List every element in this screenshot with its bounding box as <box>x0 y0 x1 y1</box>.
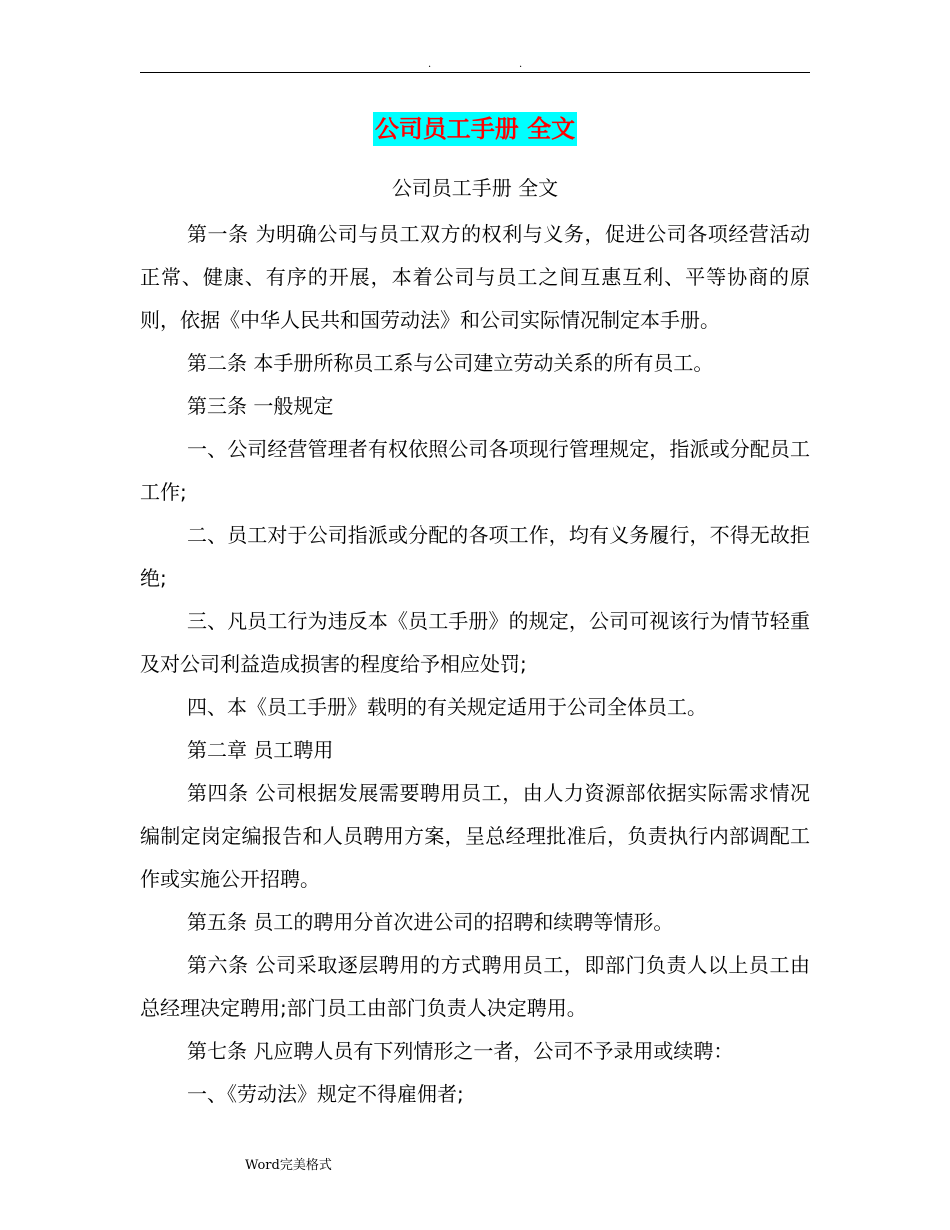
paragraph-rule-1: 一、公司经营管理者有权依照公司各项现行管理规定，指派或分配员工工作; <box>140 437 810 504</box>
header-rule <box>140 72 810 73</box>
header-dot-left: . <box>428 59 432 70</box>
paragraph-article-5: 第五条 员工的聘用分首次进公司的招聘和续聘等情形。 <box>187 910 674 934</box>
page-footer: Word完美格式 <box>245 1158 332 1173</box>
document-title: 公司员工手册 全文 <box>373 112 577 146</box>
document-body <box>140 213 810 1116</box>
paragraph-rule-3: 三、凡员工行为违反本《员工手册》的规定，公司可视该行为情节轻重及对公司利益造成损害的程度给予相应处罚; <box>140 609 810 676</box>
paragraph-article-7-item-1: 一、《劳动法》规定不得雇佣者; <box>187 1082 464 1106</box>
header-dot-right: . <box>519 59 523 70</box>
page-header <box>140 58 810 72</box>
document-subtitle: 公司员工手册 全文 <box>391 176 559 200</box>
title-container <box>140 112 810 146</box>
paragraph-article-4: 第四条 公司根据发展需要聘用员工，由人力资源部依据实际需求情况编制定岗定编报告和人员聘用方案，呈总经理批准后，负责执行内部调配工作或实施公开招聘。 <box>140 781 810 891</box>
chapter-heading: 第二章 员工聘用 <box>187 738 334 762</box>
paragraph-article-6: 第六条 公司采取逐层聘用的方式聘用员工，即部门负责人以上员工由总经理决定聘用;部门员工由部门负责人决定聘用。 <box>140 953 810 1020</box>
paragraph-article-7: 第七条 凡应聘人员有下列情形之一者，公司不予录用或续聘： <box>187 1039 734 1063</box>
paragraph-rule-2: 二、员工对于公司指派或分配的各项工作，均有义务履行，不得无故拒绝; <box>140 523 810 590</box>
paragraph-article-3-heading: 第三条 一般规定 <box>187 394 334 418</box>
paragraph-article-1: 第一条 为明确公司与员工双方的权利与义务，促进公司各项经营活动正常、健康、有序的开展，本着公司与员工之间互惠互利、平等协商的原则，依据《中华人民共和国劳动法》和公司实际情况制定本手册。 <box>140 222 810 332</box>
paragraph-rule-4: 四、本《员工手册》载明的有关规定适用于公司全体员工。 <box>187 695 707 719</box>
paragraph-article-2: 第二条 本手册所称员工系与公司建立劳动关系的所有员工。 <box>187 351 714 375</box>
